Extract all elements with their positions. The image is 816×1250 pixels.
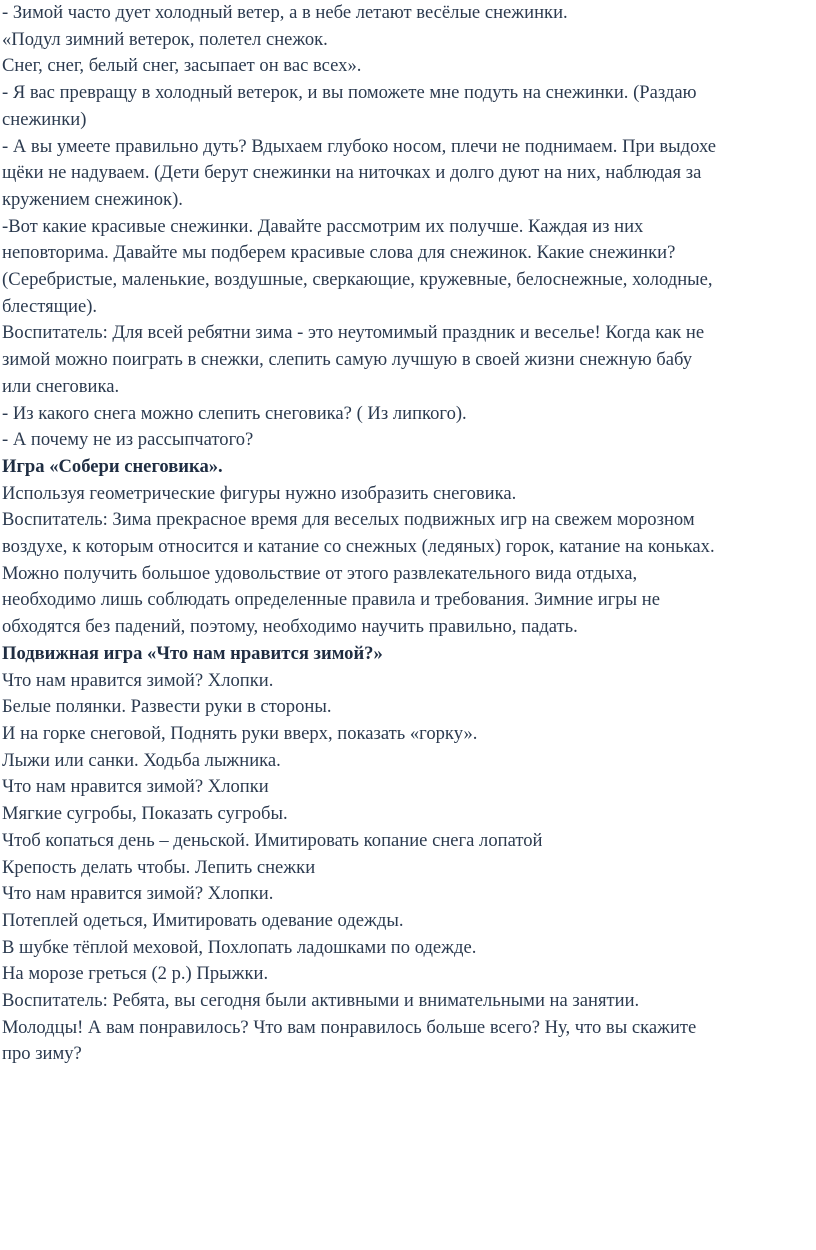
text-line: Воспитатель: Ребята, вы сегодня были активными и внимательными на занятии. [2,990,640,1012]
text-line: блестящие). [2,295,98,317]
paragraph [2,828,814,855]
text-line: неповторима. Давайте мы подберем красивые слова для снежинок. Какие снежинки? [2,242,676,264]
text-line: Используя геометрические фигуры нужно изобразить снеговика. [2,482,517,504]
text-line: кружением снежинок). [2,188,183,210]
text-line: воздухе, к которым относится и катание со снежных (ледяных) горок, катание на коньках. [2,536,715,558]
text-line: В шубке тёплой меховой, Похлопать ладошками по одежде. [2,936,477,958]
text-line: (Серебристые, маленькие, воздушные, сверкающие, кружевные, белоснежные, холодные, [2,269,713,291]
paragraph [2,721,814,748]
paragraph [2,855,814,882]
section-heading [2,454,814,481]
paragraph [2,320,814,400]
paragraph [2,668,814,695]
paragraph [2,935,814,962]
text-line: Мягкие сугробы, Показать сугробы. [2,803,288,825]
paragraph [2,908,814,935]
text-line: - А почему не из рассыпчатого? [2,429,254,451]
text-line: Чтоб копаться день – деньской. Имитировать копание снега лопатой [2,829,543,851]
paragraph [2,27,814,54]
text-line: Молодцы! А вам понравилось? Что вам понравилось больше всего? Ну, что вы скажите [2,1016,697,1038]
text-line: Лыжи или санки. Ходьба лыжника. [2,749,281,771]
text-line: Что нам нравится зимой? Хлопки. [2,883,274,905]
text-line: зимой можно поиграть в снежки, слепить самую лучшую в своей жизни снежную бабу [2,349,693,371]
section-heading [2,641,814,668]
paragraph [2,214,814,321]
text-line: На морозе греться (2 р.) Прыжки. [2,963,269,985]
text-line: «Подул зимний ветерок, полетел снежок. [2,28,328,50]
paragraph [2,53,814,80]
paragraph [2,774,814,801]
text-line: Снег, снег, белый снег, засыпает он вас всех». [2,55,362,77]
text-line: необходимо лишь соблюдать определенные правила и требования. Зимние игры не [2,589,661,611]
text-line: Игра «Собери снеговика». [2,455,223,477]
paragraph [2,961,814,988]
paragraph [2,748,814,775]
paragraph [2,507,814,641]
text-line: - Я вас превращу в холодный ветерок, и вы поможете мне подуть на снежинки. (Раздаю [2,82,697,104]
paragraph [2,801,814,828]
text-line: Крепость делать чтобы. Лепить снежки [2,856,316,878]
text-line: - Из какого снега можно слепить снеговика? ( Из липкого). [2,402,467,424]
text-line: про зиму? [2,1043,82,1065]
text-line: Подвижная игра «Что нам нравится зимой?» [2,642,383,664]
text-line: Что нам нравится зимой? Хлопки [2,776,269,798]
text-line: снежинки) [2,108,87,130]
paragraph [2,0,814,27]
paragraph [2,481,814,508]
text-line: Можно получить большое удовольствие от этого развлекательного вида отдыха, [2,562,638,584]
text-line: обходятся без падений, поэтому, необходимо научить правильно, падать. [2,616,578,638]
text-line: - А вы умеете правильно дуть? Вдыхаем глубоко носом, плечи не поднимаем. При выдохе [2,135,717,157]
text-line: Воспитатель: Зима прекрасное время для веселых подвижных игр на свежем морозном [2,509,695,531]
text-line: Что нам нравится зимой? Хлопки. [2,669,274,691]
paragraph [2,427,814,454]
text-line: Потеплей одеться, Имитировать одевание одежды. [2,909,404,931]
paragraph [2,401,814,428]
paragraph [2,134,814,214]
text-line: - Зимой часто дует холодный ветер, а в небе летают весёлые снежинки. [2,2,568,23]
paragraph [2,80,814,133]
text-line: -Вот какие красивые снежинки. Давайте рассмотрим их получше. Каждая из них [2,215,644,237]
text-line: щёки не надуваем. (Дети берут снежинки на ниточках и долго дуют на них, наблюдая за [2,162,702,184]
paragraph [2,988,814,1068]
paragraph [2,881,814,908]
paragraph [2,694,814,721]
text-line: И на горке снеговой, Поднять руки вверх, показать «горку». [2,722,478,744]
text-line: Воспитатель: Для всей ребятни зима - это неутомимый праздник и веселье! Когда как не [2,322,705,344]
text-line: или снеговика. [2,375,120,397]
text-line: Белые полянки. Развести руки в стороны. [2,696,332,718]
